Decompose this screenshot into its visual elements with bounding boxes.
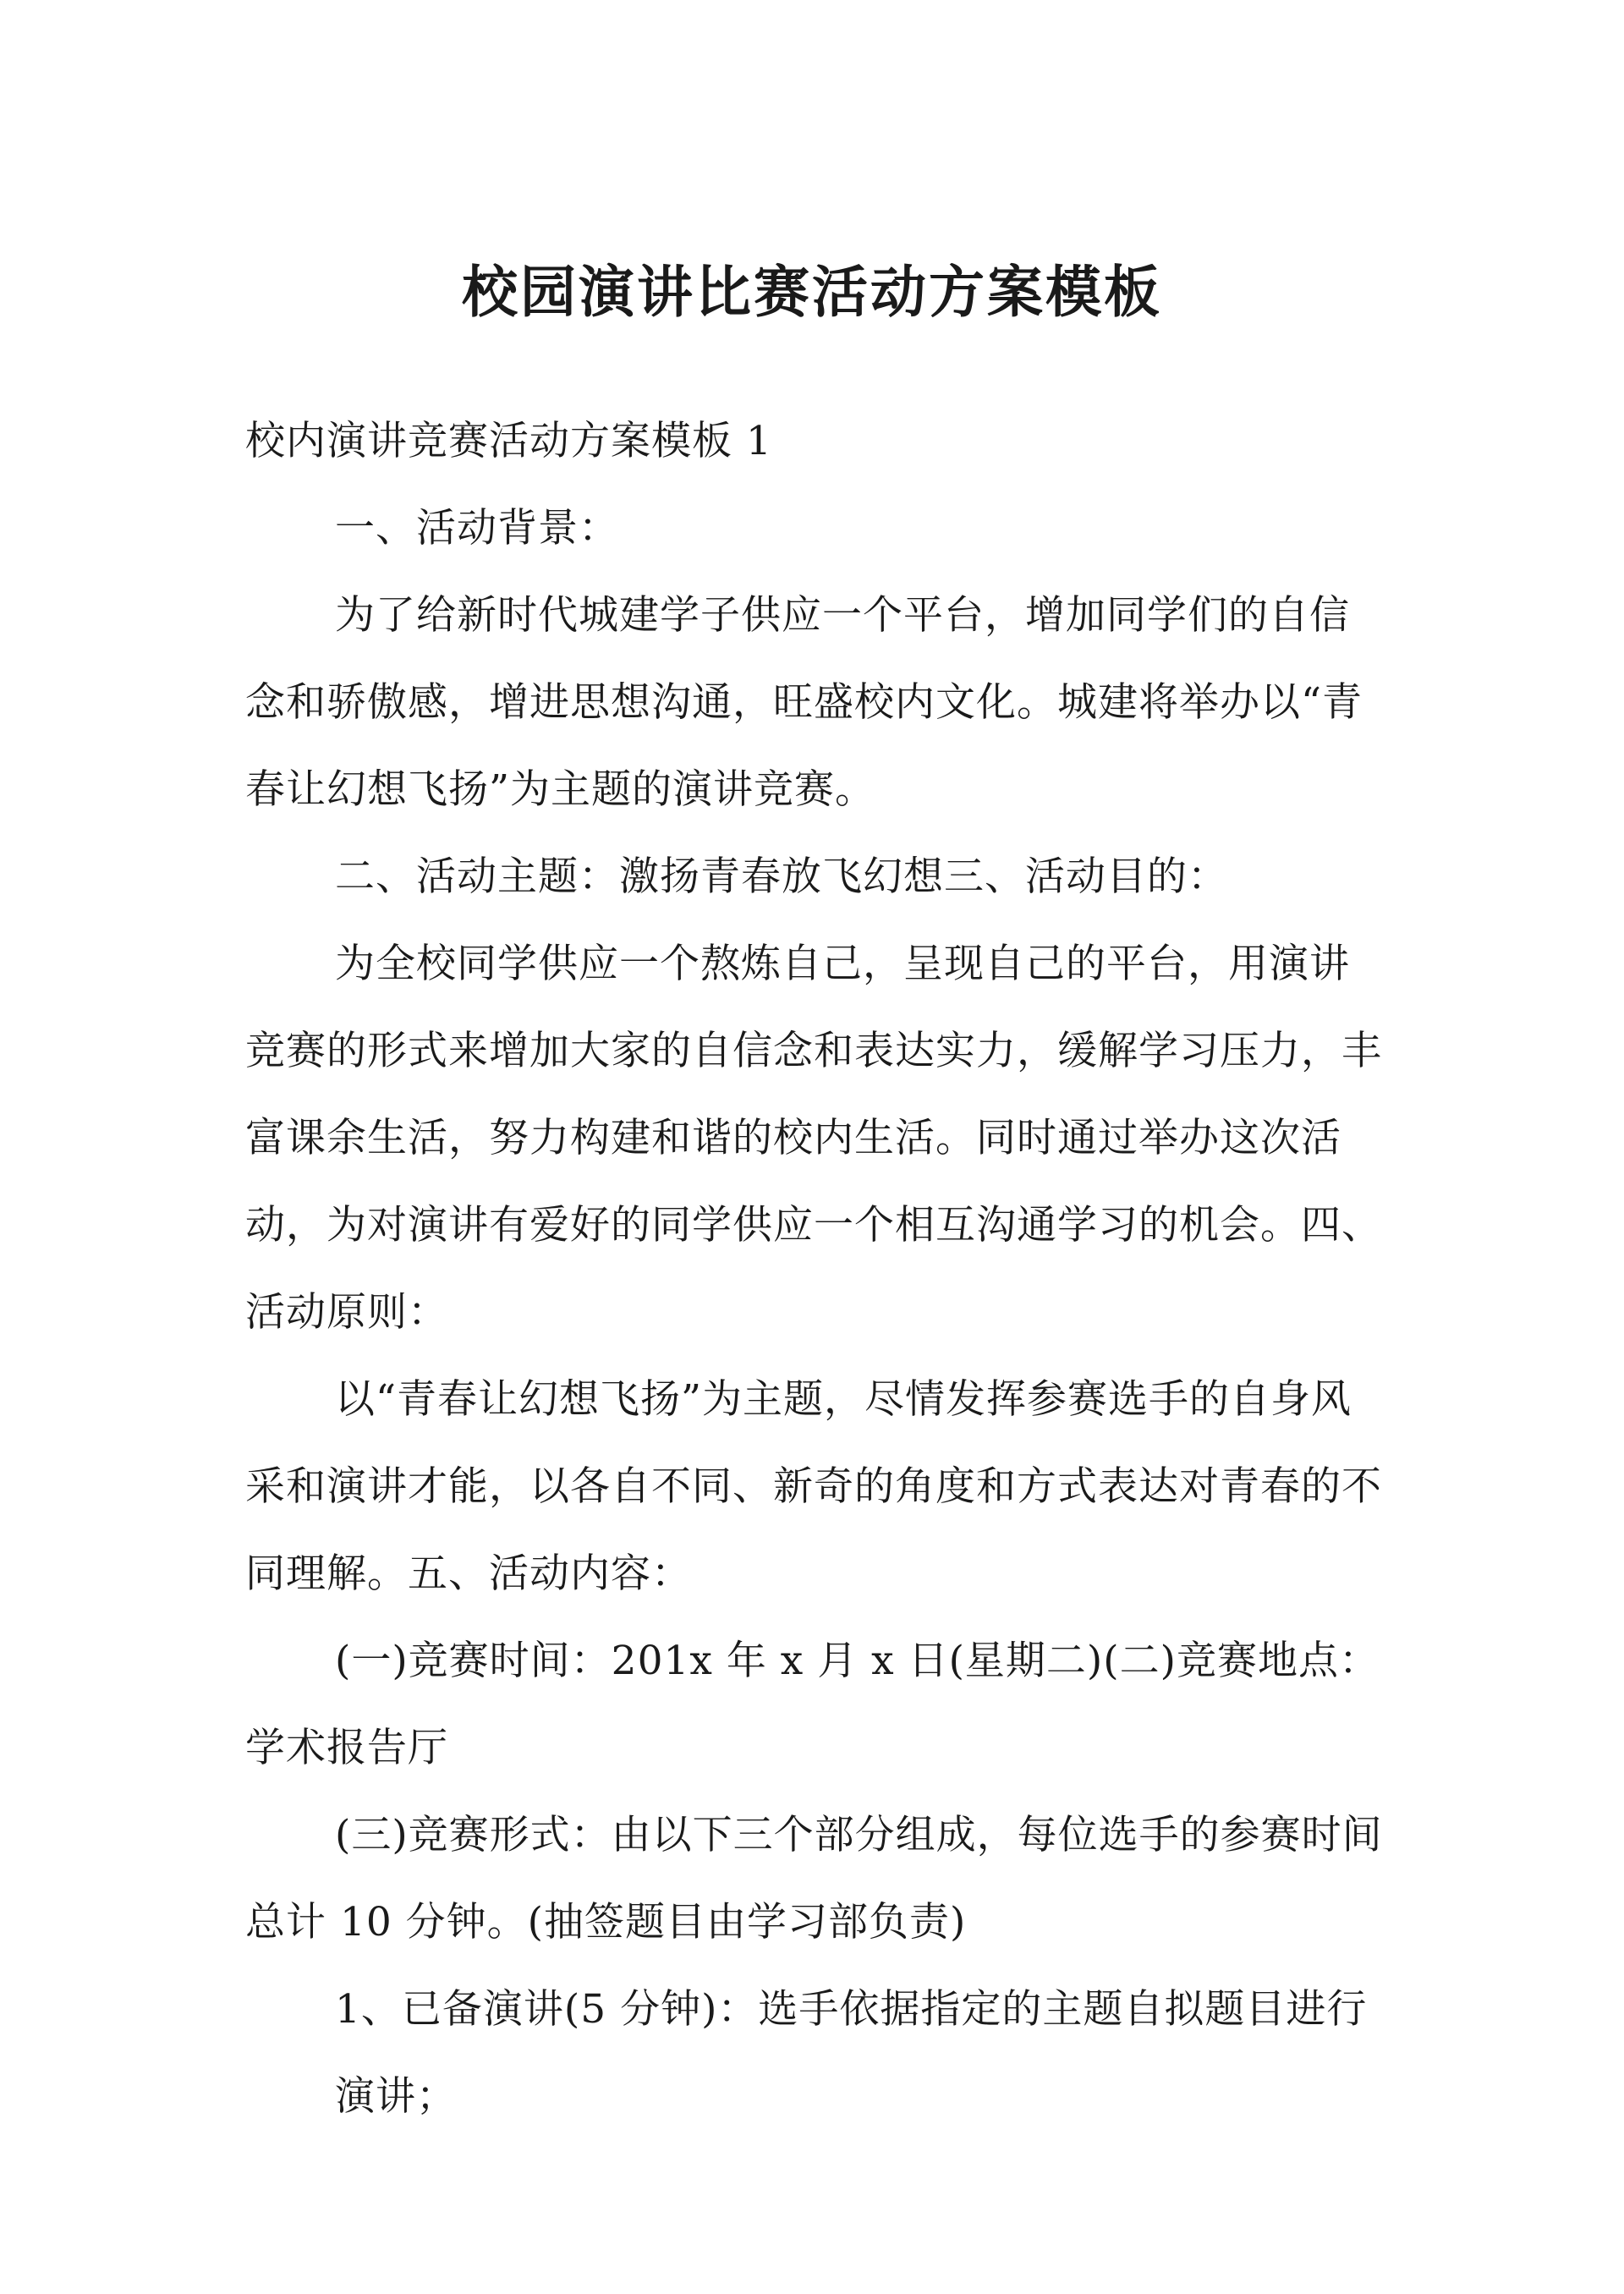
background-paragraph: 为了给新时代城建学子供应一个平台，增加同学们的自信念和骄傲感，增进思想沟通，旺盛校内文化。城建将举办以“青春让幻想飞扬”为主题的演讲竞赛。	[245, 592, 1363, 813]
section-heading-background: 一、活动背景：	[335, 505, 619, 552]
document-body	[245, 398, 1387, 2140]
format-paragraph: (三)竞赛形式：由以下三个部分组成，每位选手的参赛时间总计 10 分钟。(抽签题目由学习部负责)	[245, 1812, 1383, 1946]
theme-and-purpose-heading: 二、活动主题：激扬青春放飞幻想三、活动目的：	[335, 853, 1228, 900]
purpose-paragraph: 为全校同学供应一个熬炼自己，呈现自己的平台，用演讲竞赛的形式来增加大家的自信念和表达实力，缓解学习压力，丰富课余生活，努力构建和谐的校内生活。同时通过举办这次活动，为对演讲有爱好的同学供应一个相互沟通学习的机会。四、活动原则：	[245, 941, 1382, 1336]
subtitle-paragraph: 校内演讲竞赛活动方案模板 1	[245, 418, 772, 464]
time-location-paragraph: (一)竞赛时间：201x 年 x 月 x 日(星期二)(二)竞赛地点：学术报告厅	[245, 1638, 1380, 1771]
prepared-speech-paragraph: 1、已备演讲(5 分钟)：选手依据指定的主题自拟题目进行演讲；	[335, 1986, 1368, 2120]
principle-paragraph: 以“青春让幻想飞扬”为主题，尽情发挥参赛选手的自身风采和演讲才能，以各自不同、新奇的角度和方式表达对青春的不同理解。五、活动内容：	[245, 1376, 1382, 1597]
document-title: 校园演讲比赛活动方案模板	[462, 259, 1162, 325]
